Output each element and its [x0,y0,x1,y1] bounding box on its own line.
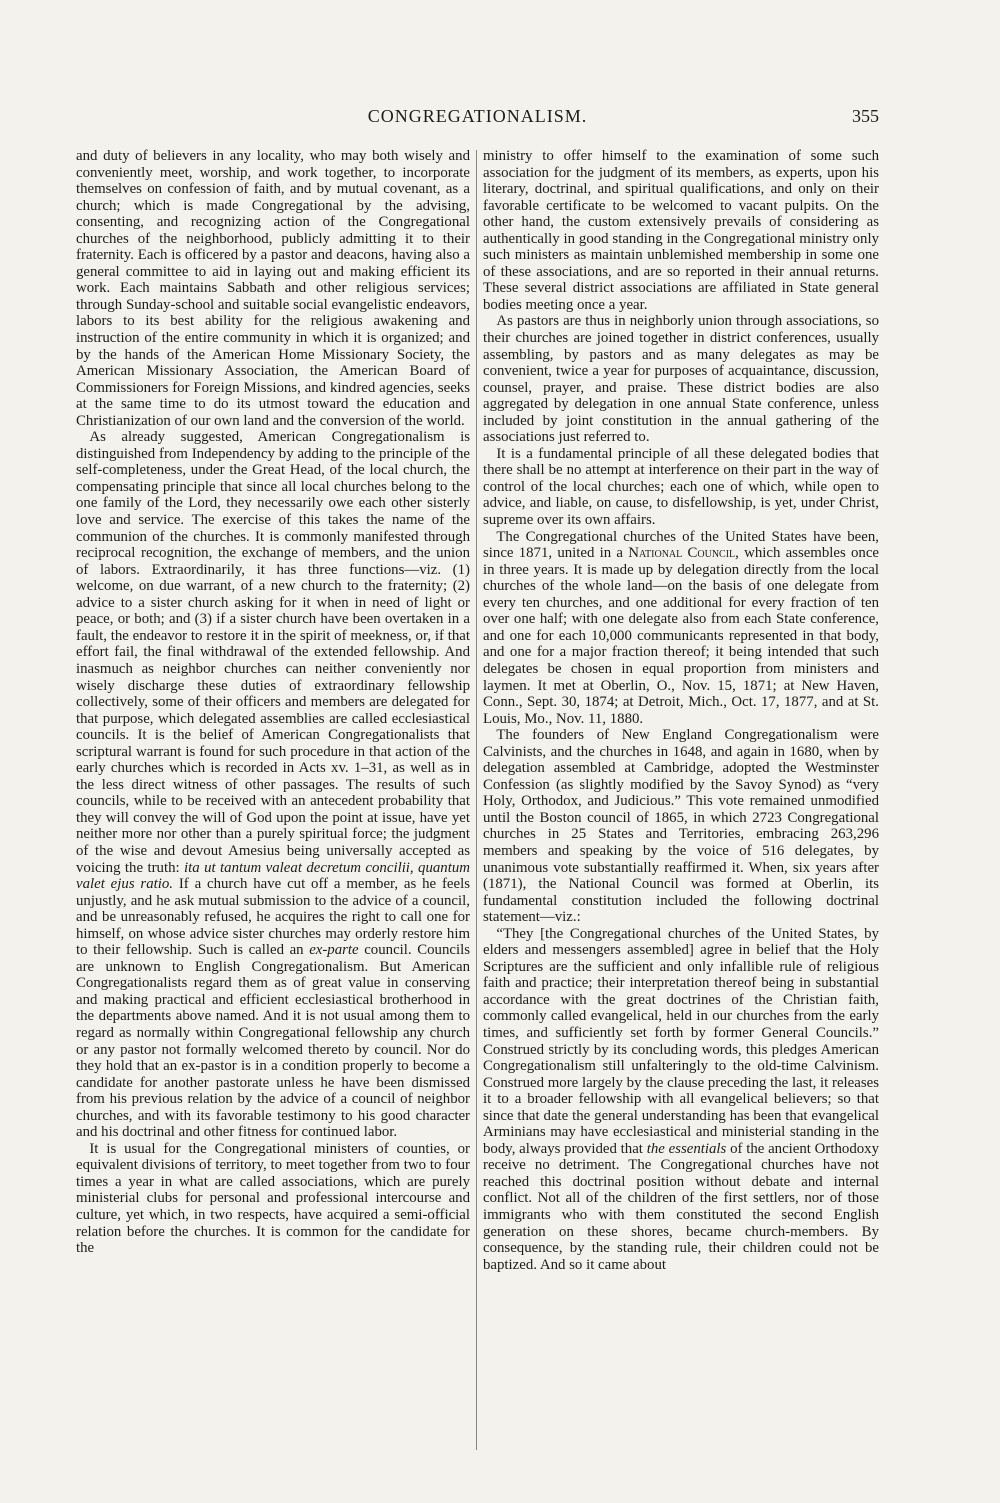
paragraph: ministry to offer himself to the examination of some such association for the judgment of its members, as experts, upon his literary, doctrinal, and spiritual qualifications, and only on their favorable certificate to be welcomed to vacant pulpits. On the other hand, the custom extensively prevails of considering as authentically in good standing in the Congregational ministry only such ministers as maintain unblemished membership in some one of these associations, and are so reported in their annual returns. These several district associations are affiliated in State general bodies meeting once a year. [483,148,879,313]
paragraph: It is a fundamental principle of all these delegated bodies that there shall be no attempt at interference on their part in the way of control of the local churches; each one of which, while open to advice, and liable, on cause, to disfellowship, is yet, under Christ, supreme over its own affairs. [483,445,879,529]
paragraph: and duty of believers in any locality, who may both wisely and conveniently meet, worship, and work together, to incorporate themselves on confession of faith, and by mutual covenant, as a church; which is made Congregational by the advising, consenting, and recognizing action of the Congregational churches of the neighborhood, publicly admitting it to their fraternity. Each is officered by a pastor and deacons, having also a general committee to aid in laying out and making efficient its work. Each maintains Sabbath and other religious services; through Sunday-school and suitable social evangelistic endeavors, labors to its best ability for the religious awakening and instruction of the entire community in which it is organized; and by the hands of the American Home Missionary Society, the American Missionary Association, the American Board of Commissioners for Foreign Missions, and kindred agencies, seeks at the same time to do its utmost toward the education and Christianization of our own land and the conversion of the world. [76,148,470,429]
text-run: of the ancient Orthodoxy receive no detriment. The Congregational churches have not reached this doctrinal position without debate and internal conflict. Not all of the children of the first settlers, nor of those immigrants who with them constituted the second English generation on these shores, became church-members. By consequence, by the standing rule, their children could not be baptized. And so it came about [483,1140,879,1273]
running-header [76,106,879,132]
paragraph: As pastors are thus in neighborly union through associations, so their churches are joined together in district conferences, usually assembling, by pastors and as many delegates as may be convenient, twice a year for purposes of acquaintance, discussion, counsel, prayer, and praise. These district bodies are also aggregated by delegation in one annual State conference, unless included by joint constitution in the annual gathering of the associations just referred to. [483,313,879,446]
text-run: The Congregational churches of the United States have been, since 1871, united in a [483,528,879,562]
paragraph: It is usual for the Congregational ministers of counties, or equivalent divisions of territory, to meet together from two to four times a year in what are called associations, which are purely ministerial clubs for personal and professional intercourse and culture, yet which, in two respects, have acquired a semi-official relation before the churches. It is common for the candidate for the [76,1140,470,1257]
text-run: As already suggested, American Congregationalism is distinguished from Independency by adding to the principle of the self-completeness, under the Great Head, of the local church, the compensating principle that since all local churches belong to the one family of the Lord, they necessarily owe each other sisterly love and service. The exercise of this takes the name of the communion of the churches. It is commonly manifested through reciprocal recognition, the exchange of members, and the union of labors. Extraordinarily, it has three functions—viz. (1) welcome, on due warrant, of a new church to the fraternity; (2) advice to a sister church asking for it when in need of light or peace, or both; and (3) if a sister church have been overtaken in a fault, the endeavor to restore it in the spirit of meekness, or, if that effort fail, the final withdrawal of the extended fellowship. And inasmuch as neighbor churches can neither conveniently nor wisely discharge these duties of extraordinary fellowship collectively, some of their officers and members are delegated for that purpose, which delegated assemblies are called ecclesiastical councils. It is the belief of American Congregationalists that scriptural warrant is found for such procedure in that action of the early churches which is recorded in Acts xv. 1–31, as well as in the less direct witness of other passages. The results of such councils, while to be received with an antecedent probability that they will convey the will of God upon the point at issue, have yet neither more nor other than a purely spiritual force; the judgment of the wise and devout Amesius being universally accepted as voicing the truth: [76,429,470,876]
column-divider [476,150,477,1450]
latin-quote: ita ut tantum valeat decretum concilii, quantum valet ejus ratio. [76,859,470,893]
left-column [76,148,470,1458]
text-run: If a church have cut off a member, as he feels unjustly, and he ask mutual submission to the advice of a council, and be unreasonably refused, he acquires the right to call one for himself, on whose advice sister churches may orderly restore him to their fellowship. Such is called an [76,876,470,959]
page-number: 355 [852,106,879,126]
italic-term: the essentials [646,1140,727,1157]
small-caps-term: National Council, [628,545,739,562]
right-column [483,148,879,1458]
running-title: CONGREGATIONALISM. [367,106,588,126]
text-run: “They [the Congregational churches of the United States, by elders and messengers assembled] agree in belief that the Holy Scriptures are the sufficient and only infallible rule of religious faith and practice; their interpretation thereof being in substantial accordance with the great doctrines of the Christian faith, commonly called evangelical, held in our churches from the early times, and sufficiently set forth by former General Councils.” Construed strictly by its concluding words, this pledges American Congregationalism still unfalteringly to the old-time Calvinism. Construed more largely by the clause preceding the last, it releases it to a broader fellowship with all evangelical believers; so that since that date the general understanding has been that evangelical Arminians may have ecclesiastical and ministerial standing in the body, always provided that [483,925,879,1157]
text-run: council. Councils are unknown to English Congregationalism. But American Congregationalists regard them as of great value in conserving and making practical and efficient ecclesiastical brotherhood in the departments above named. And it is not usual among them to regard as normally within Congregational fellowship any church or any pastor not formally welcomed thereto by council. Nor do they hold that an ex-pastor is in a condition properly to become a candidate for another pastorate unless he have been dismissed from his previous relation by the advice of a council of neighbor churches, and with its favorable testimony to his good character and his doctrinal and other fitness for continued labor. [76,942,470,1141]
text-run: which assembles once in three years. It is made up by delegation directly from the local churches of the whole land—on the basis of one delegate from every ten churches, and one additional for every fraction of ten over one half; with one delegate also from each State conference, and one for each 10,000 communicants represented in that body, and one for a major fraction thereof; it being intended that such delegates be chosen in equal proportion from ministers and laymen. It met at Oberlin, O., Nov. 15, 1871; at New Haven, Conn., Sept. 30, 1874; at Detroit, Mich., Oct. 17, 1877, and at St. Louis, Mo., Nov. 11, 1880. [483,545,879,727]
paragraph [483,926,879,1273]
paragraph [483,529,879,728]
paragraph [76,429,470,1141]
italic-term: ex-parte [309,942,359,959]
paragraph: The founders of New England Congregationalism were Calvinists, and the churches in 1648, and again in 1680, when by delegation assembled at Cambridge, adopted the Westminster Confession (as slightly modified by the Savoy Synod) as “very Holy, Orthodox, and Judicious.” This vote remained unmodified until the Boston council of 1865, in which 2723 Congregational churches in 25 States and Territories, embracing 263,296 members and speaking by the voice of 516 delegates, by unanimous vote substantially reaffirmed it. When, six years after (1871), the National Council was formed at Oberlin, its fundamental constitution included the following doctrinal statement—viz.: [483,727,879,926]
